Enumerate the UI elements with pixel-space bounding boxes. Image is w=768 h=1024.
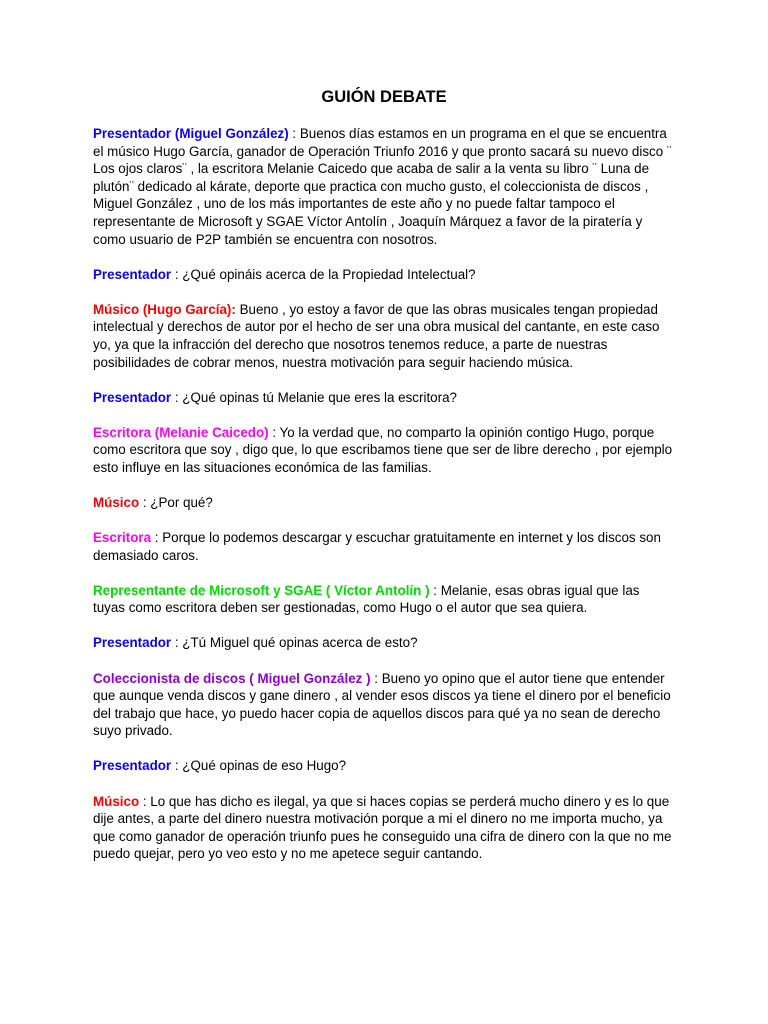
speaker-label: Músico bbox=[93, 793, 140, 809]
dialogue-text: : Porque lo podemos descargar y escuchar gratuitamente en internet y los discos son demasiado caros. bbox=[93, 530, 661, 563]
speaker-label: Presentador bbox=[93, 266, 172, 282]
dialogue-paragraph bbox=[93, 494, 675, 512]
dialogue-paragraph bbox=[93, 424, 675, 477]
dialogue-text: Bueno , yo estoy a favor de que las obras musicales tengan propiedad intelectual y derechos de autor por el hecho de ser una obra musical del cantante, en este caso yo, ya que la infracción del derecho que nosotros tenemos reduce, a parte de nuestras posibilidades de cobrar menos, nuestra motivación para seguir haciendo música. bbox=[93, 301, 660, 370]
dialogue-paragraph bbox=[93, 125, 675, 248]
speaker-label: Presentador bbox=[93, 635, 172, 651]
dialogue-paragraph bbox=[93, 757, 675, 775]
document-page bbox=[93, 87, 675, 880]
speaker-label: Representante de Microsoft y SGAE ( Víctor Antolín ) bbox=[93, 582, 430, 598]
dialogue-text: : ¿Qué opinas de eso Hugo? bbox=[171, 758, 347, 774]
speaker-label: Músico bbox=[93, 495, 140, 510]
dialogue-paragraph bbox=[93, 634, 675, 652]
speaker-label: Músico (Hugo García): bbox=[93, 301, 236, 317]
dialogue-paragraph bbox=[93, 529, 675, 564]
speaker-label: Escritora (Melanie Caicedo) bbox=[93, 424, 269, 440]
dialogue-paragraph bbox=[93, 582, 675, 617]
speaker-label: Presentador bbox=[93, 758, 172, 774]
dialogue-text: : Bueno yo opino que el autor tiene que entender que aunque venda discos y gane dinero , al vender esos discos ya tiene el dinero por el beneficio del trabajo que hace, yo puedo hacer copia de aquellos discos para qué ya no sean de derecho suyo privado. bbox=[93, 670, 671, 739]
speaker-label: Presentador bbox=[93, 389, 172, 405]
dialogue-text: : ¿Por qué? bbox=[139, 495, 213, 510]
dialogue-paragraph bbox=[93, 670, 675, 740]
dialogue-text: : ¿Tú Miguel qué opinas acerca de esto? bbox=[171, 635, 418, 651]
dialogue-text: : Melanie, esas obras igual que las tuyas como escritora deben ser gestionadas, como Hugo o el autor que sea quiera. bbox=[93, 582, 640, 616]
speaker-label: Coleccionista de discos ( Miguel González ) bbox=[93, 670, 371, 686]
dialogue-paragraph bbox=[93, 266, 675, 284]
dialogue-paragraph bbox=[93, 301, 675, 371]
dialogue-paragraph bbox=[93, 389, 675, 407]
speaker-label: Escritora bbox=[93, 530, 152, 546]
speaker-label: Presentador (Miguel González) bbox=[93, 126, 289, 141]
dialogue-text: : Lo que has dicho es ilegal, ya que si haces copias se perderá mucho dinero y es lo que dije antes, a parte del dinero nuestra motivación porque a mi el dinero no me importa mucho, ya que como ganador de operación triunfo pues he conseguido una cifra de dinero con la que no me puedo quejar, pero yo veo esto y no me apetece seguir cantando. bbox=[93, 793, 672, 862]
dialogue-text: : ¿Qué opináis acerca de la Propiedad Intelectual? bbox=[171, 266, 476, 282]
dialogue-text: : ¿Qué opinas tú Melanie que eres la escritora? bbox=[171, 389, 457, 405]
dialogue-paragraph bbox=[93, 793, 675, 863]
page-title: GUIÓN DEBATE bbox=[321, 88, 447, 106]
dialogue-text: : Buenos días estamos en un programa en el que se encuentra el músico Hugo García, ganador de Operación Triunfo 2016 y que pronto sacará su nuevo disco ¨ Los ojos claros¨ , la escritora Melanie Caicedo que acaba de salir a la venta su libro ¨ Luna de plutón¨ dedicado al kárate, deporte que practica con mucho gusto, el coleccionista de discos , Miguel González , uno de los más importantes de este año y no puede faltar tampoco el representante de Microsoft y SGAE Víctor Antolín , Joaquín Márquez a favor de la piratería y como usuario de P2P también se encuentra con nosotros. bbox=[93, 126, 672, 247]
dialogue-text: : Yo la verdad que, no comparto la opinión contigo Hugo, porque como escritora que soy , digo que, lo que escribamos tiene que ser de libre derecho , por ejemplo esto influye en las situaciones económica de las familias. bbox=[93, 424, 673, 475]
